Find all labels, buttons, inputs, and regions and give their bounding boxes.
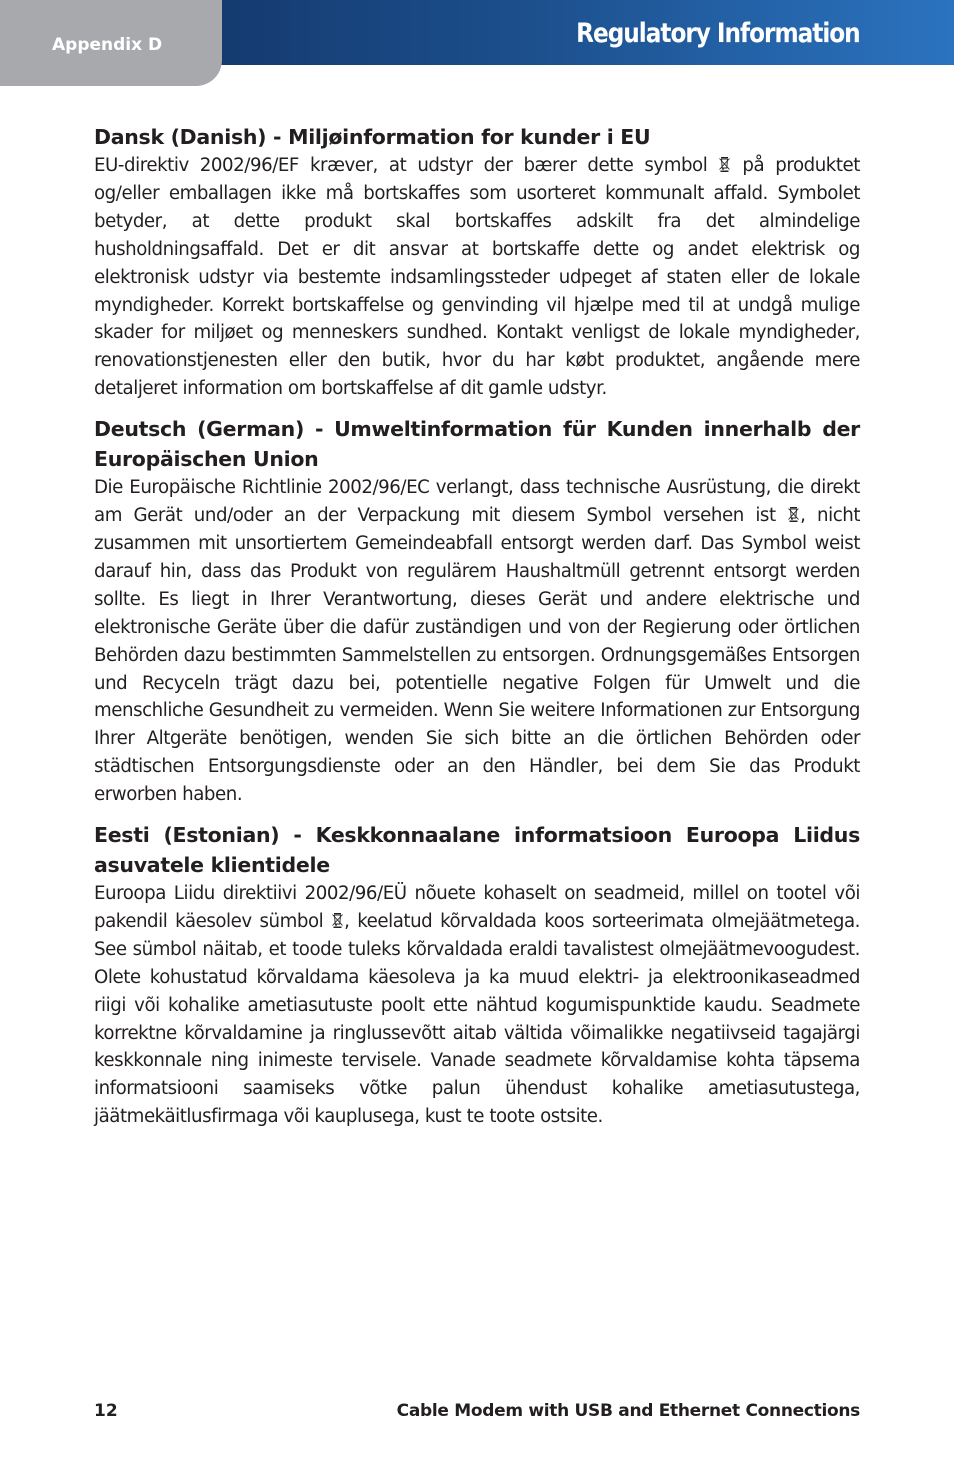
wheelie-bin-icon <box>788 506 799 522</box>
wheelie-bin-icon <box>719 156 730 172</box>
danish-heading: Dansk (Danish) - Miljøinformation for kunder i EU <box>94 125 651 149</box>
appendix-tab <box>0 0 222 86</box>
german-body <box>94 474 860 809</box>
danish-text-start: EU-direktiv 2002/96/EF kræver, at udstyr der bærer dette symbol <box>94 155 719 176</box>
estonian-body <box>94 880 860 1131</box>
estonian-text-start: Euroopa Liidu direktiivi 2002/96/EÜ nõuete kohaselt on seadmeid, millel on tootel või pakendil käesolev sümbol <box>94 883 860 932</box>
estonian-text-end: , keelatud kõrvaldada koos sorteerimata olmejäätmetega. See sümbol näitab, et toode tuleks kõrvaldada eraldi tavalistest olmejäätmevoogudest. Olete kohustatud kõrvaldama käesoleva ja ka muud elektri- ja elektroonikaseadmed riigi või kohalike ametiasutuste poolt ette nähtud kogumispunktide kaudu. Seadmete korrektne kõrvaldamine ja ringlussevõtt aitab vältida võimalikke negatiivseid tagajärgi keskkonnale ning inimeste tervisele. Vanade seadmete kõrvaldamise kohta täpsema informatsiooni saamiseks võtke palun ühendust kohalike ametiasutustega, jäätmekäitlusfirmaga või kauplusega, kust te toote ostsite. <box>94 910 860 1128</box>
footer-doc-title: Cable Modem with USB and Ethernet Connections <box>396 1401 860 1421</box>
page-title: Regulatory Information <box>576 18 860 49</box>
page-number: 12 <box>94 1401 118 1421</box>
danish-body <box>94 152 860 403</box>
german-heading: Deutsch (German) - Umweltinformation für Kunden innerhalb der Europäischen Union <box>94 417 860 472</box>
german-text-end: , nicht zusammen mit unsortiertem Gemeindeabfall entsorgt werden darf. Das Symbol weist darauf hin, dass das Produkt von regulärem Haushaltmüll getrennt entsorgt werden sollte. Es liegt in Ihrer Verantwortung, dieses Gerät und andere elektrische und elektronische Geräte über die dafür zuständigen und von der Regierung oder örtlichen Behörden dazu bestimmten Sammelstellen zu entsorgen. Ordnungsgemäßes Entsorgen und Recyceln trägt dazu bei, potentielle negative Folgen für Umwelt und die menschliche Gesundheit zu vermeiden. Wenn Sie weitere Informationen zur Entsorgung Ihrer Altgeräte benötigen, wenden Sie sich bitte an die örtlichen Behörden oder städtischen Entsorgungsdienste oder an den Händler, bei dem Sie das Produkt erworben haben. <box>94 505 860 806</box>
estonian-heading: Eesti (Estonian) - Keskkonnaalane informatsioon Euroopa Liidus asuvatele klientidele <box>94 823 860 878</box>
page-content <box>94 122 860 1142</box>
appendix-label: Appendix D <box>52 35 163 55</box>
danish-text-end: på produktet og/eller emballagen ikke må bortskaffes som usorteret kommunalt affald. Symbolet betyder, at dette produkt skal bortskaffes adskilt fra det almindelige husholdningsaffald. Det er dit ansvar at bortskaffe dette og andet elektrisk og elektronisk udstyr via bestemte indsamlingssteder udpeget af staten eller de lokale myndigheder. Korrekt bortskaffelse og genvinding vil hjælpe med til at undgå mulige skader for miljøet og menneskers sundhed. Kontakt venligst de lokale myndigheder, renovationstjenesten eller den butik, hvor du har købt produktet, angående mere detaljeret information om bortskaffelse af dit gamle udstyr. <box>94 155 860 400</box>
german-text-start: Die Europäische Richtlinie 2002/96/EC verlangt, dass technische Ausrüstung, die direkt am Gerät und/oder an der Verpackung mit diesem Symbol versehen ist <box>94 477 860 527</box>
wheelie-bin-icon <box>332 912 343 928</box>
